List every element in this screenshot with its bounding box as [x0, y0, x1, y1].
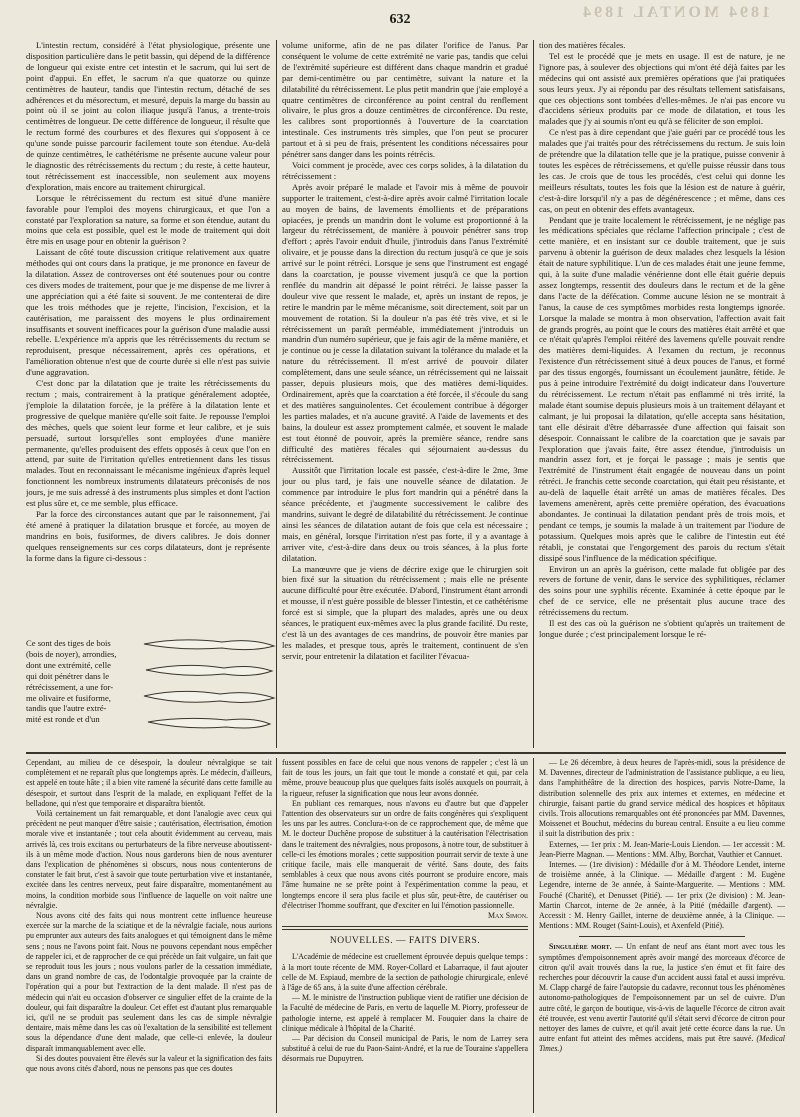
- paragraph: La manœuvre que je viens de décrire exige que le chirurgien soit bien fixé sur la situation du rétrécissement ; mais elle ne présente aucune difficulté pour être exécutée. D'abord, l'instrument étant arrondi et mousse, il n'est guère possible de blesser l'intestin, et ce cathétérisme forcé est si simple, que la plupart des malades, après une ou deux séances, le pratiquent eux-mêmes avec la plus grande facilité. Du reste, c'est là un des avantages de ces mandrins, de pouvoir être manies par les malades, et presque tous, après le traitement, continuent de s'en servir, pour entretenir la dilatation et faciliter l'évacua-: [282, 563, 528, 661]
- paragraph: En publiant ces remarques, nous n'avons eu d'autre but que d'appeler l'attention des observateurs sur un ordre de faits congénères qui s'expliquent les uns par les autres. Conclura-t-on de ce rapprochement que, de même que M. le docteur Duchêne propose de substituer à la cautérisation l'électrisation dans le traitement des névralgies, nous proposons, à notre tour, de substituer à celle-ci les émotions morales ; cette supposition pourrait servir de texte à une critique facile, mais elle manquerait de vérité. Sans doute, des faits semblables à ceux que nous avons cités pourront se produire encore, mais l'âme humaine ne se prête point à l'expérimentation comme la peau, et longtemps encore il sera plus facile et plus sûr, peut-être, de cautériser ou d'électriser l'homme souffrant, que d'exciter en lui l'émotion passionnelle.: [282, 798, 528, 910]
- paragraph: Nous avons cité des faits qui nous montrent cette influence heureuse exercée sur la marche de la sciatique et de la névralgie faciale, nous aurions pu emprunter aux auteurs des faits analogues et qui témoignent dans le même sens ; nous ne l'avons point fait. Nous ne pouvons cependant nous empêcher de rappeler ici, et de rapprocher de ce qui précède un fait vulgaire, un fait que se reproduit tous les jours ; nous voulons parler de la cessation immédiate, dans un grand nombre de cas, de l'odontalgie provoquée par la crainte de l'opération qui a pour but l'extraction de la dent malade. Il n'est pas de médecin qui n'ait eu occasion d'observer ce singulier effet de la crainte de la douleur, qui fait disparaître la douleur. Cet effet est d'autant plus remarquable ici, qu'il ne se produit pas seulement dans les cas de simple névralgie dentaire, mais même dans les cas où l'exaltation de la sensibilité est tellement sous la dépendance d'une dent malade, que celle-ci enlevée, la douleur disparaît immanquablement avec elle.: [26, 911, 272, 1053]
- item-rule: [579, 936, 745, 937]
- paragraph: Laissant de côté toute discussion critique relativement aux quatre méthodes qui ont cours dans la pratique, je me prononce en faveur de la dilatation. Assez de controverses ont été soutenues pour ou contre ces divers modes de traitement, pour que je me dispense de me livrer à une appréciation qui a été faite si souvent. Je me contenterai de dire que les trois méthodes que je rejette, l'incision, l'excision, et la cautérisation, me paraissent des moyens le plus ordinairement insuffisants et souvent inefficaces pour la guérison d'une maladie aussi rebelle. L'expérience m'a appris que les rétrécissements du rectum se reproduisent, presque nécessairement, après ces opérations, et l'amélioration obtenue n'est que de courte durée si elle n'est pas suivie d'une aggravation.: [26, 247, 270, 378]
- bleed-through-text: 1894 MONTAL 1894: [580, 4, 770, 18]
- paragraph: Il est des cas où la guérison ne s'obtient qu'après un traitement de longue durée ; c'est principalement lorsque le ré-: [539, 618, 785, 639]
- paragraph: L'Académie de médecine est cruellement éprouvée depuis quelque temps : à la mort toute récente de MM. Royer-Collard et Labarraque, il faut ajouter celle de M. Espiaud, membre de la section de pathologie chirurgicale, enlevé à l'âge de 65 ans, à la suite d'une affection cérébrale.: [282, 952, 528, 993]
- paragraph: — Par décision du Conseil municipal de Paris, le nom de Larrey sera substitué à celui de rue du Paon-Saint-André, et la rue de Touraine s'appellera désormais rue Dupuytren.: [282, 1034, 528, 1064]
- section-divider: [26, 752, 786, 754]
- paragraph: — M. le ministre de l'instruction publique vient de ratifier une décision de la Faculté de médecine de Paris, en vertu de laquelle M. Piorry, professeur de pathologie interne, est appelé à remplacer M. Fouquier dans la chaire de clinique médicale à l'hôpital de la Charité.: [282, 993, 528, 1033]
- paragraph: C'est donc par la dilatation que je traite les rétrécissements du rectum ; mais, contrairement à la pratique généralement adoptée, j'emploie la dilatation forcée, je la préfère à la dilatation lente et progressive de quelque manière qu'elle soit faite. Je repousse l'emploi des mèches, quels que soient leur forme et leur calibre, et je suis persuadé, surtout lorsqu'elles sont employées d'une manière permanente, qu'elles produisent des effets opposés à ceux que l'on en attend, par suite de l'irritation qu'elles entretiennent dans les tissus malades. Tout en reconnaissant le mécanisme ingénieux d'après lequel fonctionnent les nombreux instruments dilatateurs préconisés de nos jours, je me suis adressé à des instruments plus simples et dont l'action est plus sûre et, ce me semble, plus efficace.: [26, 378, 270, 509]
- paragraph: tion des matières fécales.: [539, 40, 626, 50]
- feuilleton-column-1: [26, 758, 272, 1113]
- paragraph: fussent possibles en face de celui que nous venons de rappeler ; c'est là un fait de tous les jours, un fait que tout le monde a constaté et qui, par cela même, prouve beaucoup plus que quelques faits isolés auxquels on pourrait, à la rigueur, refuser la signification que nous leur avons donnée.: [282, 758, 528, 798]
- feuilleton-column-2: [282, 758, 528, 1113]
- paragraph: — Le 26 décembre, à deux heures de l'après-midi, sous la présidence de M. Davennes, directeur de l'administration de l'assistance publique, a eu lieu, dans l'amphithéâtre de la direction des hospices, parvis Notre-Dame, la distribution solennelle des prix aux internes et externes, en médecine et chirurgie, faisant partie du grand service médical des hospices et hôpitaux civils. Trois allocutions remarquables ont été prononcées par MM. Davennes, Moissenet et Bouchut, médecins du bureau central. Ensuite a eu lieu comme il suit la distribution des prix :: [539, 758, 785, 839]
- paragraph: Tel est le procédé que je mets en usage. Il est de nature, je ne l'ignore pas, à soulever des objections qui m'ont été déjà faites par les médecins qui ont assisté aux premières opérations que j'ai pratiquées sous leurs yeux. J'y ai répondu par des résultats tellement satisfaisans, que ces objections sont tombées d'elles-mêmes. Je n'ai pas encore vu d'accidens sérieux produits par ce mode de dilatation, et tous les malades que j'y ai soumis n'ont eu qu'à se féliciter de son emploi.: [539, 50, 785, 127]
- paragraph: Cependant, au milieu de ce désespoir, la douleur névralgique se tait complètement et ne reparaît plus que longtemps après. Le médecin, d'ailleurs, est appelé en toute hâte ; il a bien vite ramené la sécurité dans cette famille au désespoir, et surtout dans l'esprit de la malade, en expliquant l'effet de la belladone, qui n'est que temporaire et disparaîtra bientôt.: [26, 758, 272, 808]
- article-column-2: [282, 40, 528, 748]
- paragraph: Aussitôt que l'irritation locale est passée, c'est-à-dire le 2me, 3me jour ou plus tard, je fais une nouvelle séance de dilatation. Je commence par introduire le plus fort mandrin qui a pénétré dans la séance précédente, et j'augmente successivement le calibre des mandrins, suivant le degré de dilatabilité du rétrécissement. Je continue ainsi les séances de dilatation autant de fois que cela est nécessaire ; mais, en général, lorsque l'irritation n'est pas forte, il y a avantage à arriver vite, c'est-à-dire dans deux ou trois séances, à la plus forte dilatation.: [282, 465, 528, 563]
- dilator-mandrels-figure: [140, 636, 278, 746]
- paragraph: Pendant que je traite localement le rétrécissement, je ne néglige pas les médications spéciales que réclame l'affection principale ; c'est de cette manière, et en insistant sur ce double traitement, que je suis parvenu à obtenir la guérison de deux malades chez lesquels la lésion était de nature syphilitique. L'un de ces malades était une jeune femme, qui, à la suite d'une maladie vénérienne dont elle était guérie depuis assez longtemps, ressentit des douleurs dans le rectum et de la gêne dans l'acte de la défécation. Comme aucune lésion ne se montrait à l'anus, la cause de ces symptômes morbides resta longtemps ignorée. Lorsque la malade se montra à mon observation, l'affection avait fait de grands progrès, au point que le cours des matières était arrêté et que ce n'était qu'après l'emploi réitéré des lavemens qu'elle pouvait rendre des matières demi-liquides. A l'examen du rectum, je reconnus l'existence d'un rétrécissement situé à deux pouces de l'anus, et formé par des tissus engorgés, fournissant un écoulement jaunâtre, fétide. Je pus à peine introduire l'extrémité du doigt indicateur dans l'ouverture du rétrécissement. Le rectum n'était pas enflammé ni très irrité, la malade étant soumise depuis plusieurs mois à un traitement délayant et calmant, je lui proposai la dilatation, qu'elle accepta sans hésitation, tant elle désirait d'être débarrassée d'une affection qui faisait son désespoir. Connaissant le calibre de la coarctation que je savais par l'exploration que j'avais faite, être assez étendue, j'introduisis un mandrin assez fort, et je forçai le passage ; mais je sentis que l'extrémité de l'instrument était engagée de nouveau dans un point rétréci. Je franchis cette seconde coarctation, qui était peu résistante, et au-delà de laquelle était arrêté un amas de matières fécales. Des lavemens amenèrent, après cette première opération, des évacuations abondantes. Je continuai la dilatation pendant près de trois mois, et pendant ce temps, je soumis la malade à un traitement par l'iodure de potassium. Quelques mois après que le calibre de l'intestin eut été rétabli, je constatai que l'engorgement des parois du rectum s'était dissipé sous l'influence de la médication spécifique.: [539, 214, 785, 563]
- column-divider: [276, 40, 277, 748]
- column-divider: [533, 40, 534, 748]
- paragraph: Lorsque le rétrécissement du rectum est situé d'une manière favorable pour l'emploi des moyens chirurgicaux, et que l'on a constaté par l'exploration sa nature, sa forme et son étendue, autant du moins que cela est possible, quel est le mode de traitement qui doit être mis en usage pour en obtenir la guérison ?: [26, 192, 270, 247]
- news-section-title: NOUVELLES. — FAITS DIVERS.: [329, 936, 481, 947]
- author-signature: Max Simon.: [487, 911, 528, 921]
- paragraph: Voilà certainement un fait remarquable, et dont l'analogie avec ceux qui précèdent ne peut manquer d'être saisie ; cautérisation, électrisation, émotion morale vive et instantanée ; tout cela aboutit évidemment au cerveau, mais arrivés là, ces trois excitans ou perturbateurs de la fibre nerveuse aboutissent-ils à un même mode d'action. Nous nous garderons bien de nous aventurer dans l'explication de phénomènes si obscurs, nous nous contenterons de constater le fait brut, c'est à savoir que toute perturbation vive et instantanée, excitée dans les centres nerveux, peut faire disparaître, momentanément au moins, la condition morbide sous l'influence de laquelle on voit naître une névralgie.: [26, 809, 272, 910]
- paragraph: Par la force des circonstances autant que par le raisonnement, j'ai été amené à pratiquer la dilatation brusque et forcée, au moyen de mandrins en bois, fusiformes, de divers calibres. Je dois donner quelques renseignements sur ces corps dilatateurs, dont je représente la forme dans la figure ci-dessous :: [26, 508, 270, 563]
- mandrel-illustration: [144, 640, 274, 728]
- paragraph: Internes. — (1re division) : Médaille d'or à M. Théodore Lendet, interne de troisième année, à la Clinique. — Médaille d'argent : M. Eugène Legendre, interne de 3e année, à Sainte-Marguerite. — Mentions : MM. Fouché (Charité), et Denusset (Pitié). — 1er prix (2e division) : M. Jean-Martin Charcot, interne de 2e année, à la Pitié (médaille d'argent). — Accessit : M. Henry Gaillet, interne de deuxième année, à la Clinique. — Mentions : MM. Rouget (Saint-Louis), et Axenfeld (Pitié).: [539, 860, 785, 931]
- paragraph: Voici comment je procède, avec ces corps solides, à la dilatation du rétrécissement :: [282, 159, 528, 181]
- page-number: 632: [389, 12, 411, 27]
- article-column-3: [539, 40, 785, 748]
- column-divider: [533, 758, 534, 1113]
- paragraph: Après avoir préparé le malade et l'avoir mis à même de pouvoir supporter le traitement, c'est-à-dire après avoir calmé l'irritation locale au moyen de bains, de lavements émollients et de préparations opiacées, je prends un mandrin dont le volume est proportionné à la largeur du rétrécissement, de manière à pouvoir pénétrer sans trop d'effort ; après l'avoir enduit d'huile, j'introduis dans l'anus l'extrémité olivaire, et je pousse dans la direction du rectum jusqu'à ce que je sois arrivé sur le point rétréci. Lorsque je sens que l'instrument est engagé dans la coarctation, je pousse vivement jusqu'à ce que la portion renflée du mandrin ait dépassé le point rétréci. Je laisse passer la douleur vive que ressent le malade, et, après un instant de repos, je retire le mandrin par le même mécanisme, soit directement, soit par un mouvement de rotation. Si la douleur n'a pas été très vive, et si le rétrécissement un paraît perméable, immédiatement j'introduis un mandrin d'un numéro supérieur, que je fais agir de la même manière, et je continue ou je cesse la dilatation suivant la tolérance du malade et la nature du rétrécissement. Il m'est arrivé de pouvoir dilater complètement, dans une seule séance, un rétrécissement qui ne laissait passer, depuis plusieurs mois, que des matières demi-liquides. Ordinairement, après que la coarctation a été forcée, il s'écoule du sang et des matières sanguinolentes. Cet écoulement contribue à dégorger les parties malades, et n'a aucune gravité. A l'aide de lavements et des bains, la douleur est assez promptement calmée, et souvent le malade est tout étonné de pouvoir, après la première séance, rendre sans difficulté des matières fécales qui séjournaient au-dessus du rétrécissement.: [282, 181, 528, 465]
- paragraph: Externes, — 1er prix : M. Jean-Marie-Louis Liendon. — 1er accessit : M. Jean-Pierre Magnan. — Mentions : MM. Alby, Borchat, Vauthier et Cannuet.: [539, 839, 785, 859]
- paragraph: Si des doutes pouvaient être élevés sur la valeur et la signification des faits que nous avons cités d'abord, nous ne pensons pas que ces doutes: [26, 1053, 272, 1074]
- item-rubric: Singulière mort.: [549, 942, 612, 952]
- paragraph: Environ un an après la guérison, cette malade fut obligée par des revers de fortune de venir, dans le service des syphilitiques, réclamer des soins pour une syphilis récente. Examinée à cette époque par le chef de ce service, elle ne présentait plus aucune trace des rétrécissemens du rectum.: [539, 563, 785, 618]
- paragraph: — Un enfant de neuf ans étant mort avec tous les symptômes d'empoisonnement après avoir mangé des morceaux d'écorce de citron qu'il avait trouvés dans la rue, la justice s'en émut et fit faire des recherches pour découvrir la cause d'un accident aussi fatal et aussi imprévu. M. Clapp chargé de faire l'autopsie du cadavre, reconnut tous les phénomènes autonomo-pathologiques de l'empoisonnement par un sel de cuivre. D'un autre côté, le garçon de boutique, vis-à-vis de laquelle l'écorce de citron avait été trouvée, est venu avertir l'autorité qu'il s'était servi d'écorce de citron pour nettoyer des lames de cuivre, et qu'il avait jeté cette écorce dans la rue. Un autre enfant fut atteint des mêmes accidens, mais put être sauvé.: [539, 942, 785, 1044]
- paragraph: L'intestin rectum, considéré à l'état physiologique, présente une disposition particulière dans le petit bassin, qui dépend de la différence de longueur qui existe entre cet intestin et le sacrum, qui lui sert de point d'appui. En effet, le sacrum n'a que quatorze ou quinze centimètres de hauteur, tandis que l'intestin rectum, détaché de ses adhérences et du mésorectum, et mesuré, depuis la marge du bassin au point où il se joint au colon iliaque jusqu'à l'anus, a trente-trois centimètres de longueur. De cette différence de longueur, il résulte que le rectum formé des courbures et des flexures qui s'opposent à ce qu'une sonde puisse parcourir facilement toute son étendue. Au-delà de quinze centimètres, le cathétérisme ne présente aucune valeur pour le diagnostic des rétrécissements du rectum ; du reste, à cette hauteur, tout rétrécissement est inaccessible, non seulement aux moyens d'exploration, mais encore au traitement chirurgical.: [26, 40, 270, 192]
- paragraph: Ce n'est pas à dire cependant que j'aie guéri par ce procédé tous les malades que j'ai traités pour des rétrécissemens du rectum. Je suis loin de prétendre que la dilatation telle que je la pratique, puisse convenir à toutes les espèces de rétrécissemens, et qu'elle puisse réussir dans tous les cas. Je crois que de tous les procédés, c'est celui qui donne les meilleurs résultats, toutes les fois que la lésion est de nature à guérir, c'est-à-dire lorsqu'il n'y a pas de dégénérescence ; et même, dans ces cas, on peut en obtenir des effets avantageux.: [539, 127, 785, 214]
- column-divider: [276, 758, 277, 1113]
- paragraph: volume uniforme, afin de ne pas dilater l'orifice de l'anus. Par conséquent le volume de cette extrémité ne varie pas, tandis que celui de l'extrémité supérieure est différent dans chaque mandrin et gradué par demi-centimètre ou par centimètre, suivant la nature et la dilatabilité du rétrécissement. Le plus petit mandrin que j'aie employé a quatre centimètres de circonférence au point central du renflement olivaire, le plus gros a douze centimètres de circonférence. Du reste, les calibres sont proportionnés à l'ouverture de la coarctation intestinale. Ces instruments très simples, que l'on peut se procurer partout et à si peu de frais, présentent les conditions nécessaires pour pénétrer sans danger dans les points rétrécis.: [282, 40, 528, 160]
- figure-wrap-text: Ce sont des tiges de bois (bois de noyer), arrondies, dont une extrémité, celle qui doit pénétrer dans le rétrécissement, a une for- me olivaire et fusiforme, tandis que l'autre extré- mité est ronde et d'un: [26, 638, 117, 725]
- news-rule: [282, 926, 528, 930]
- source-credit: (Medical Times.): [539, 1034, 785, 1054]
- page-header: [0, 0, 800, 36]
- article-column-1: [26, 40, 270, 636]
- feuilleton-column-3: [539, 758, 785, 1113]
